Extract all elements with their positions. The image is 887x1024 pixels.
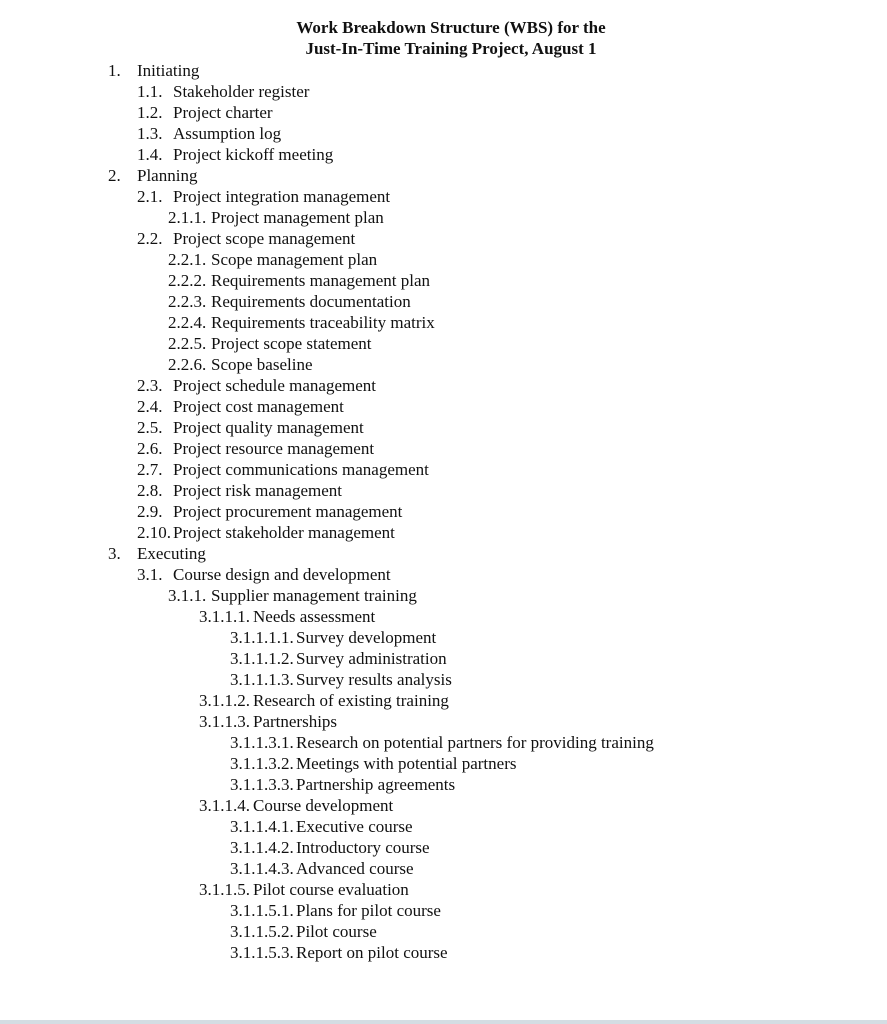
wbs-item-number: 2.3. — [137, 376, 163, 395]
wbs-item-number: 2.6. — [137, 439, 163, 458]
wbs-item-number: 3.1.1.2. — [199, 691, 250, 710]
wbs-item-number: 2.2.1. — [168, 250, 207, 269]
wbs-item — [0, 774, 887, 795]
wbs-item — [0, 417, 887, 438]
wbs-item-label: Survey results analysis — [296, 670, 452, 689]
wbs-item-label: Scope management plan — [211, 250, 378, 269]
wbs-item — [0, 501, 887, 522]
wbs-item-number: 1.3. — [137, 124, 163, 143]
wbs-item — [0, 921, 887, 942]
wbs-item-number: 3.1.1.4.3. — [230, 859, 294, 878]
wbs-item-label: Requirements traceability matrix — [211, 313, 435, 332]
wbs-item-label: Project kickoff meeting — [173, 145, 334, 164]
wbs-item — [0, 837, 887, 858]
wbs-item-number: 2. — [108, 166, 121, 185]
wbs-item-number: 3.1.1.5.1. — [230, 901, 294, 920]
wbs-item-number: 1.1. — [137, 82, 163, 101]
wbs-item-label: Needs assessment — [253, 607, 376, 626]
wbs-item-number: 2.1.1. — [168, 208, 207, 227]
wbs-item — [0, 270, 887, 291]
wbs-item-label: Stakeholder register — [173, 82, 310, 101]
wbs-item-number: 2.1. — [137, 187, 163, 206]
wbs-item — [0, 81, 887, 102]
wbs-item-label: Project communications management — [173, 460, 429, 479]
wbs-item-number: 2.2.5. — [168, 334, 207, 353]
wbs-item — [0, 522, 887, 543]
wbs-item-label: Planning — [137, 166, 198, 185]
wbs-item-label: Pilot course evaluation — [253, 880, 409, 899]
wbs-item-label: Initiating — [137, 61, 200, 80]
wbs-item — [0, 879, 887, 900]
wbs-item-label: Supplier management training — [211, 586, 417, 605]
wbs-item-number: 3.1.1.3. — [199, 712, 250, 731]
wbs-item — [0, 60, 887, 81]
document-title — [0, 17, 887, 59]
wbs-item-label: Meetings with potential partners — [296, 754, 517, 773]
wbs-item-label: Executive course — [296, 817, 413, 836]
wbs-item-label: Partnership agreements — [296, 775, 456, 794]
wbs-outline — [0, 60, 887, 963]
wbs-item-label: Requirements management plan — [211, 271, 431, 290]
wbs-item-label: Project quality management — [173, 418, 364, 437]
wbs-item — [0, 753, 887, 774]
wbs-item-number: 3.1.1.5. — [199, 880, 250, 899]
wbs-item — [0, 816, 887, 837]
wbs-item — [0, 354, 887, 375]
wbs-item-label: Project management plan — [211, 208, 384, 227]
wbs-item-label: Partnerships — [253, 712, 338, 731]
wbs-item — [0, 627, 887, 648]
wbs-item-label: Plans for pilot course — [296, 901, 441, 920]
wbs-item — [0, 207, 887, 228]
wbs-item-number: 3.1.1.3.2. — [230, 754, 294, 773]
wbs-item — [0, 732, 887, 753]
wbs-item-label: Assumption log — [173, 124, 282, 143]
wbs-item — [0, 333, 887, 354]
bottom-divider — [0, 1020, 887, 1024]
wbs-item-number: 3.1. — [137, 565, 163, 584]
wbs-item — [0, 669, 887, 690]
wbs-item-label: Project scope management — [173, 229, 356, 248]
wbs-item-label: Project procurement management — [173, 502, 403, 521]
wbs-item-number: 3.1.1.4.2. — [230, 838, 294, 857]
wbs-item-number: 3.1.1.4.1. — [230, 817, 294, 836]
wbs-item-label: Project resource management — [173, 439, 375, 458]
wbs-item-number: 3.1.1.3.1. — [230, 733, 294, 752]
wbs-item-label: Scope baseline — [211, 355, 313, 374]
wbs-item — [0, 900, 887, 921]
wbs-item-label: Survey development — [296, 628, 437, 647]
wbs-item-label: Project schedule management — [173, 376, 376, 395]
wbs-item-label: Project risk management — [173, 481, 343, 500]
wbs-item-number: 3.1.1.4. — [199, 796, 250, 815]
wbs-item — [0, 291, 887, 312]
wbs-item-number: 2.2.3. — [168, 292, 207, 311]
wbs-item-number: 2.8. — [137, 481, 163, 500]
wbs-item-number: 2.2.4. — [168, 313, 207, 332]
wbs-item-label: Course development — [253, 796, 394, 815]
wbs-item-label: Project stakeholder management — [173, 523, 395, 542]
wbs-item-label: Research of existing training — [253, 691, 449, 710]
title-line-2: Just-In-Time Training Project, August 1 — [305, 39, 597, 58]
wbs-item — [0, 942, 887, 963]
wbs-item-label: Project cost management — [173, 397, 344, 416]
wbs-item-label: Research on potential partners for providing training — [296, 733, 654, 752]
wbs-item-label: Requirements documentation — [211, 292, 411, 311]
wbs-item — [0, 459, 887, 480]
wbs-item — [0, 564, 887, 585]
wbs-item — [0, 123, 887, 144]
wbs-item — [0, 249, 887, 270]
wbs-item-number: 3.1.1.1. — [199, 607, 250, 626]
wbs-item-label: Executing — [137, 544, 206, 563]
wbs-item-label: Report on pilot course — [296, 943, 448, 962]
wbs-item — [0, 438, 887, 459]
wbs-item-number: 3.1.1.3.3. — [230, 775, 294, 794]
wbs-item-number: 2.10. — [137, 523, 171, 542]
wbs-item-number: 3.1.1.5.2. — [230, 922, 294, 941]
wbs-item — [0, 312, 887, 333]
wbs-item-number: 2.2.6. — [168, 355, 207, 374]
wbs-item-number: 2.2. — [137, 229, 163, 248]
wbs-item-label: Project charter — [173, 103, 273, 122]
wbs-item — [0, 144, 887, 165]
title-line-1: Work Breakdown Structure (WBS) for the — [296, 18, 606, 37]
wbs-item-label: Survey administration — [296, 649, 447, 668]
wbs-item-number: 2.9. — [137, 502, 163, 521]
wbs-item-number: 2.5. — [137, 418, 163, 437]
wbs-item — [0, 480, 887, 501]
wbs-item-number: 3.1.1.5.3. — [230, 943, 294, 962]
wbs-item — [0, 858, 887, 879]
wbs-item — [0, 543, 887, 564]
wbs-item-number: 1.2. — [137, 103, 163, 122]
wbs-item-number: 3. — [108, 544, 121, 563]
wbs-item — [0, 186, 887, 207]
wbs-item — [0, 228, 887, 249]
wbs-item — [0, 375, 887, 396]
wbs-item-number: 2.4. — [137, 397, 163, 416]
wbs-item-number: 1.4. — [137, 145, 163, 164]
wbs-item — [0, 690, 887, 711]
wbs-item-label: Project integration management — [173, 187, 391, 206]
wbs-item — [0, 585, 887, 606]
wbs-item-label: Advanced course — [296, 859, 414, 878]
wbs-item — [0, 648, 887, 669]
wbs-item-number: 2.7. — [137, 460, 163, 479]
wbs-item — [0, 711, 887, 732]
wbs-item-number: 3.1.1.1.1. — [230, 628, 294, 647]
wbs-item-number: 3.1.1. — [168, 586, 207, 605]
wbs-item-label: Course design and development — [173, 565, 391, 584]
wbs-item — [0, 795, 887, 816]
wbs-item-number: 1. — [108, 61, 121, 80]
wbs-item-number: 2.2.2. — [168, 271, 207, 290]
wbs-item-label: Project scope statement — [211, 334, 372, 353]
wbs-item-label: Pilot course — [296, 922, 377, 941]
wbs-item — [0, 102, 887, 123]
wbs-item-label: Introductory course — [296, 838, 430, 857]
wbs-item — [0, 165, 887, 186]
wbs-item-number: 3.1.1.1.3. — [230, 670, 294, 689]
wbs-item — [0, 606, 887, 627]
wbs-item-number: 3.1.1.1.2. — [230, 649, 294, 668]
wbs-item — [0, 396, 887, 417]
